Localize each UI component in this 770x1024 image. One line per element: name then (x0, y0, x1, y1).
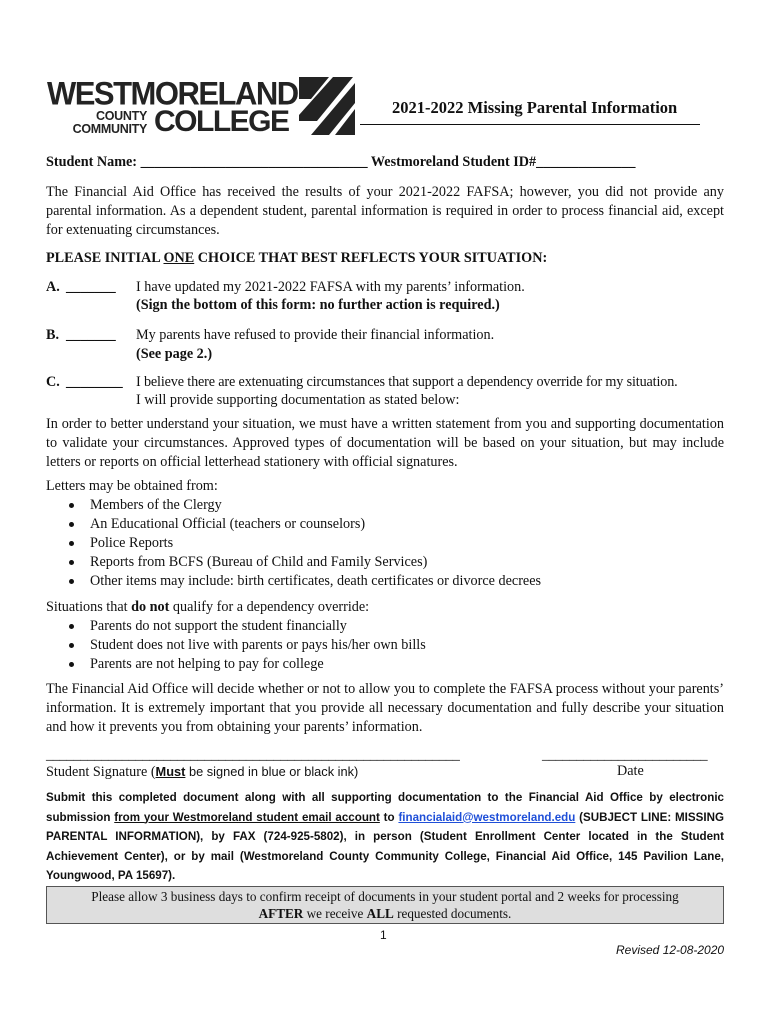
decision-paragraph: The Financial Aid Office will decide whether or not to allow you to complete the FAFSA process without your parents’ information. It is extremely important that you provide all necessary documentation and fully describe your situation and how it prevents you from obtaining your parents’ information. (46, 681, 724, 735)
notice-end: requested documents. (393, 905, 512, 921)
bullet-icon (69, 579, 74, 584)
bullet-icon (69, 522, 74, 527)
signature-label-start: Student Signature ( (46, 764, 156, 780)
intro-paragraph: The Financial Aid Office has received the results of your 2021-2022 FAFSA; however, you did not provide any parental information. As a dependent student, parental information is required in order to process financial aid, except for extenuating circumstances. (46, 184, 724, 238)
bullet-icon (69, 503, 74, 508)
not-qualify-heading (46, 598, 369, 617)
instruction-after: CHOICE THAT BEST REFLECTS YOUR SITUATION: (194, 250, 548, 266)
page-number: 1 (380, 928, 387, 942)
not-qualify-list: Parents do not support the student financially Student does not live with parents or pays his/her own bills Parents are not helping to pay for college (46, 617, 646, 677)
not-qualify-bold: do not (131, 599, 170, 615)
notice-line-2 (47, 906, 723, 923)
submit-text-1: Submit this completed document along with all supporting documentation to the Financial Aid Office by electronic submission (46, 791, 724, 824)
choice-a-note: (Sign the bottom of this form: no further action is required.) (136, 297, 500, 313)
choice-c-text: I believe there are extenuating circumstances that support a dependency override for my situation. (136, 374, 678, 390)
choice-b-initial-field[interactable]: _______ (66, 327, 116, 343)
logo-wordmark-line1: WESTMORELAND (47, 74, 298, 112)
instruction-one: ONE (163, 250, 195, 266)
not-qualify-after: qualify for a dependency override: (169, 599, 370, 615)
not-qualify-before: Situations that (46, 599, 132, 615)
college-logo (47, 74, 357, 139)
logo-county: COUNTY (96, 109, 147, 123)
choice-c-note: I will provide supporting documentation as stated below: (136, 392, 460, 408)
date-field[interactable]: ________________________ (542, 747, 708, 763)
choice-b-text: My parents have refused to provide their financial information. (136, 327, 495, 343)
signature-field[interactable]: ____________________________________________________________ (46, 747, 460, 763)
logo-college: COLLEGE (154, 105, 289, 138)
form-title: 2021-2022 Missing Parental Information (392, 98, 678, 117)
choice-b-letter: B. (46, 327, 60, 343)
bullet-icon (69, 624, 74, 629)
bullet-icon (69, 560, 74, 565)
signature-must: Must (155, 764, 186, 779)
submit-text-2: to (379, 810, 399, 824)
letters-list: Members of the Clergy An Educational Official (teachers or counselors) Police Reports Reports from BCFS (Bureau of Child and Family Services) Other items may include: birth certificates, death certificates or divorce decrees (46, 496, 646, 596)
bullet-icon (69, 662, 74, 667)
bullet-icon (69, 541, 74, 546)
logo-mark-icon (299, 77, 355, 137)
student-info-line: Student Name: ________________________________ Westmoreland Student ID#______________ (46, 154, 636, 170)
choice-a-initial-field[interactable]: _______ (66, 279, 116, 295)
choice-a-text: I have updated my 2021-2022 FAFSA with my parents’ information. (136, 279, 525, 295)
signature-label-rest: be signed in blue or black ink) (185, 764, 359, 779)
letters-heading: Letters may be obtained from: (46, 478, 218, 494)
submit-email-account: from your Westmoreland student email account (114, 810, 380, 824)
submit-text-3: (SUBJECT LINE: MISSING PARENTAL INFORMATION), by FAX (724-925-5802), in person (Student Enrollment Center located in the Student Achievement Center), or by mail (Westmoreland County Community College, Financial Aid Office, 145 Pavilion Lane, Youngwood, PA 15697). (46, 810, 724, 882)
choice-c-initial-field[interactable]: ________ (66, 374, 123, 390)
choice-b-note: (See page 2.) (136, 346, 213, 362)
explanation-paragraph: In order to better understand your situation, we must have a written statement from you and supporting documentation to validate your circumstances. Approved types of documentation will be based on your situation, but may include letters or reports on official letterhead stationery with official signatures. (46, 416, 724, 470)
bullet-icon (69, 643, 74, 648)
choice-c-letter: C. (46, 374, 60, 390)
instruction-before: PLEASE INITIAL (46, 250, 164, 266)
instruction-heading (46, 249, 547, 268)
notice-all: ALL (366, 905, 394, 921)
title-underline (360, 124, 700, 125)
choice-a-letter: A. (46, 279, 60, 295)
notice-after: AFTER (258, 905, 304, 921)
signature-label (46, 762, 358, 782)
notice-line-1: Please allow 3 business days to confirm receipt of documents in your student portal and 2 weeks for processing (91, 889, 679, 904)
processing-notice (46, 886, 724, 924)
date-label: Date (617, 763, 644, 779)
notice-mid: we receive (303, 905, 367, 921)
financial-aid-email-link[interactable]: financialaid@westmoreland.edu (398, 810, 576, 824)
logo-community: COMMUNITY (72, 122, 147, 136)
revision-date: Revised 12-08-2020 (616, 943, 725, 957)
submit-instructions (46, 788, 724, 886)
